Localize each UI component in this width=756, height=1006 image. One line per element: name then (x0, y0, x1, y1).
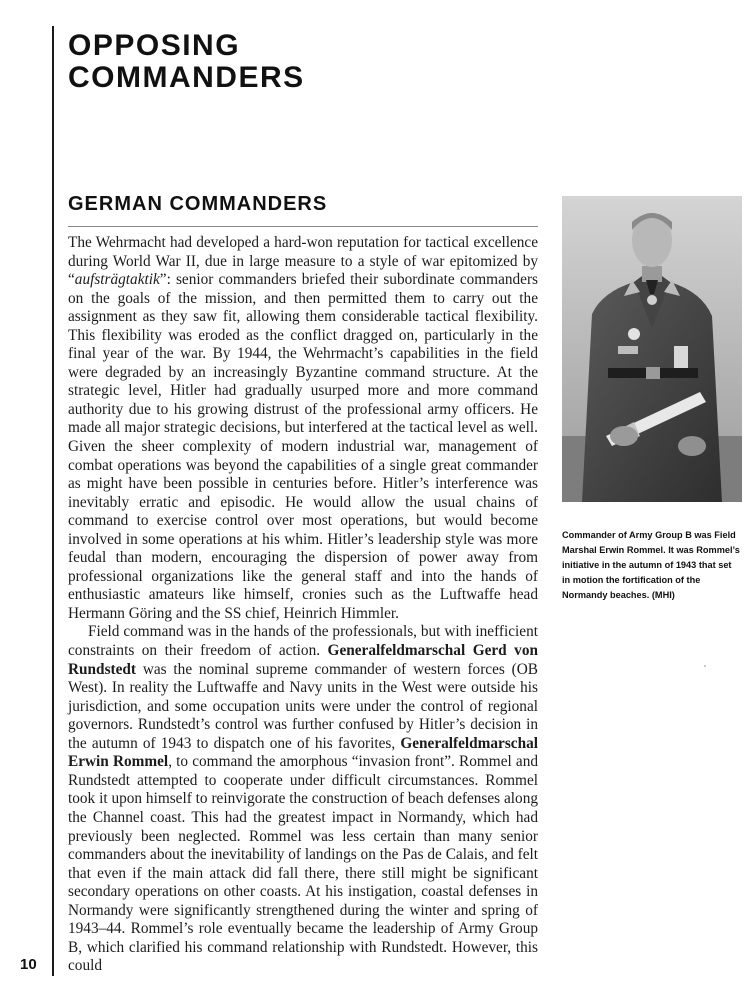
photo-caption: Commander of Army Group B was Field Marshal Erwin Rommel. It was Rommel’s initiative in the autumn of 1943 that set in motion the fortification of the Normandy beaches. (MHI) (562, 530, 740, 600)
paragraph-2-start: Field command was in the hands of the professionals, but with inefficient constraints on their freedom of action. (68, 623, 538, 660)
chapter-title-line-1: OPPOSING (68, 29, 241, 62)
page-number: 10 (20, 956, 37, 973)
paragraph-1-start: The Wehrmacht had developed a hard-won reputation for tactical excellence during World War II, due in large measure to a style of war epitomized by “ (68, 234, 538, 289)
term-aufstragtaktik: aufsträgtaktik (74, 271, 160, 289)
paragraph-2-rest: , to command the amorphous “invasion front”. Rommel and Rundstedt attempted to cooperate under difficult circumstances. Rommel took it upon himself to reinvigorate the construction of beach defenses along the Channel coast. This had the greatest impact in Normandy, which had previously been neglected. Rommel was less certain than many senior commanders about the inevitability of landings on the Pas de Calais, and felt that even if the main attack did fall there, there still might be significant secondary operations on other coasts. At his instigation, coastal defenses in Normandy were significantly strengthened during the winter and spring of 1943–44. Rommel’s role eventually became the leadership of Army Group B, which clarified his command relationship with Rundstedt. However, this could (68, 753, 538, 975)
paragraph-1 (68, 234, 538, 623)
speck (704, 665, 706, 667)
rommel-portrait-photo (562, 196, 742, 502)
section-divider (68, 226, 538, 227)
chapter-title-line-2: COMMANDERS (68, 61, 305, 94)
name-rundstedt: Generalfeldmarschal Gerd von Rundstedt (68, 642, 538, 678)
paragraph-1-rest: ”: senior commanders briefed their subordinate commanders on the goals of the mission, and then permitted them to carry out the assignment as they saw fit, allowing them considerable tactical flexibility. This flexibility was eroded as the conflict dragged on, particularly in the final year of the war. By 1944, the Wehrmacht’s capabilities in the field were degraded by an increasingly Byzantine command structure. At the strategic level, Hitler had gradually usurped more and more command authority due to his growing distrust of the professional army officers. He made all major strategic decisions, but interfered at the tactical level as well. Given the sheer complexity of modern industrial war, management of combat operations was beyond the capabilities of a single great commander as might have been possible in centuries before. Hitler’s interference was inevitably erratic and episodic. He would allow the usual chains of command to exercise control over most operations, but would become involved in some operations at his whim. Hitler’s leadership style was more feudal than modern, encouraging the dispersion of power away from professional organizations like the general staff and into the hands of enthusiastic amateurs like himself, cronies such as the Luftwaffe head Hermann Göring and the SS chief, Heinrich Himmler. (68, 271, 538, 622)
paragraph-2-middle: was the nominal supreme commander of western forces (OB West). In reality the Luftwaffe and Navy units in the West were outside his jurisdiction, and some occupation units were under the control of regional governors. Rundstedt’s control was further confused by Hitler’s decision in the autumn of 1943 to dispatch one of his favorites, (68, 660, 538, 752)
margin-rule (52, 26, 54, 976)
chapter-title (68, 30, 305, 94)
body-text (68, 234, 538, 976)
portrait-icon (562, 196, 742, 502)
paragraph-2 (68, 623, 538, 975)
section-heading: GERMAN COMMANDERS (68, 193, 328, 215)
name-rommel: Generalfeldmarschal Erwin Rommel (68, 734, 538, 771)
